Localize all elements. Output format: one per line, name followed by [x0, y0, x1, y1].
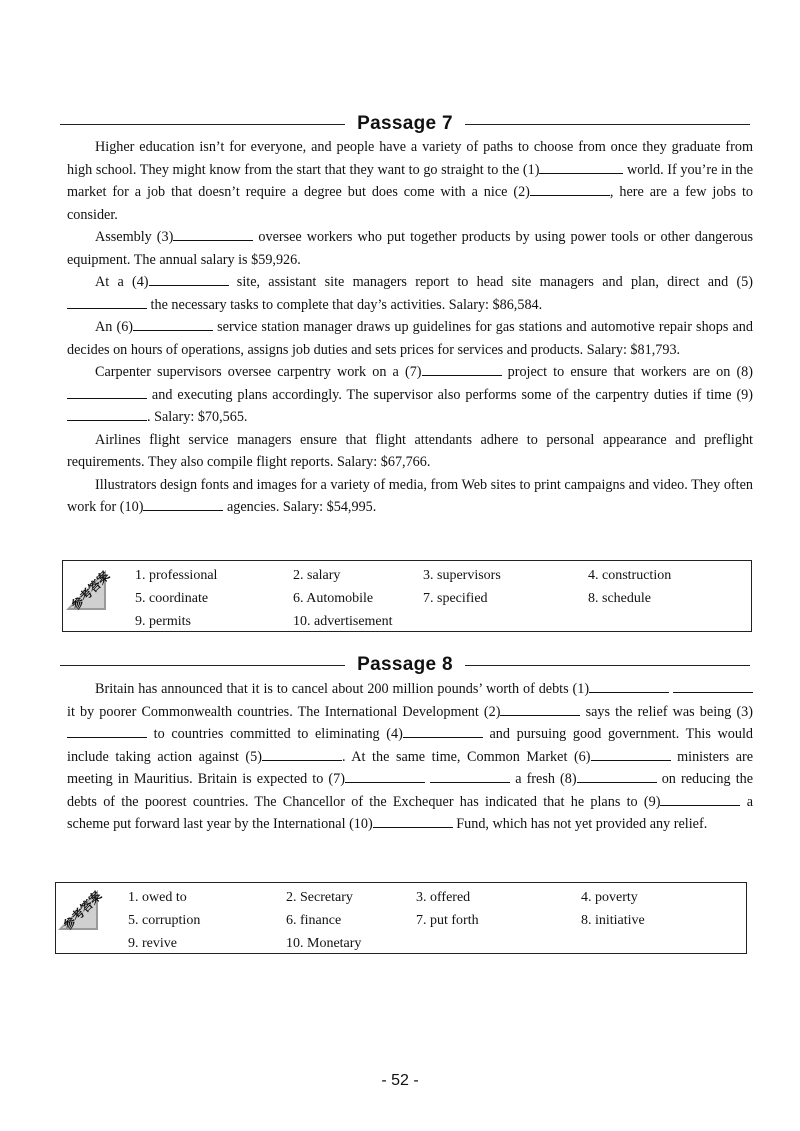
blank-7a: [345, 769, 425, 783]
answer-item: 3. offered: [416, 890, 471, 905]
paragraph: Airlines flight service managers ensure that flight attendants adhere to personal appearance and preflight requirements. They also compile flight reports. Salary: $67,766.: [67, 431, 753, 470]
paragraph: Higher education isn’t for everyone, and people have a variety of paths to choose from once they graduate from high school. They might know from the start that they want to go straight to the (1) world. If you’re in the market for a job that doesn’t require a degree but does come with a nice (2) , here are a few jobs to consider.: [67, 139, 754, 223]
answer-badge-text: 参考答案: [60, 888, 105, 932]
blank-1a: [589, 679, 669, 693]
passage-8-answer-box: [55, 882, 747, 954]
passage-7-heading: [60, 112, 750, 136]
answer-item: 8. initiative: [581, 913, 645, 928]
paragraph: Illustrators design fonts and images for a variety of media, from Web sites to print campaigns and video. They often work for (10) agencies. Salary: $54,995.: [67, 476, 753, 515]
blank-3: [67, 724, 147, 738]
answer-item: 1. owed to: [128, 890, 187, 905]
answer-item: 10. advertisement: [293, 614, 393, 629]
passage-8-title: Passage 8: [357, 654, 453, 675]
blank-10: [143, 497, 223, 511]
paragraph: An (6) service station manager draws up guidelines for gas stations and automotive repair shops and decides on hours of operations, assigns job duties and sets prices for services and products. Salary: $81,793.: [67, 319, 753, 358]
answer-list: [135, 565, 741, 633]
paragraph: At a (4) site, assistant site managers report to head site managers and plan, direct and (5) the necessary tasks to complete that day’s activities. Salary: $86,584.: [67, 271, 753, 316]
answer-list: [128, 887, 736, 955]
answer-item: 1. professional: [135, 568, 218, 583]
passage-7-body: [67, 136, 753, 519]
answer-badge-icon: [44, 872, 108, 932]
paragraph: Britain has announced that it is to cancel about 200 million pounds’ worth of debts (1) it by poorer Commonwealth countries. The International Development (2) says the relief was being (3) to countries committed to eliminating (4) and pursuing good government. This would include taking action against (5) . At the same time, Common Market (6) ministers are meeting in Mauritius. Britain is expected to (7) a fresh (8) on reducing the debts of the poorest countries. The Chancellor of the Exchequer has indicated that he plans to (9) a scheme put forward last year by the International (10) Fund, which has not yet provided any relief.: [67, 681, 754, 832]
blank-5: [262, 747, 342, 761]
paragraph: Carpenter supervisors oversee carpentry work on a (7) project to ensure that workers are on (8) and executing plans accordingly. The supervisor also performs some of the carpentry duties if time (9). Salary: $70,565.: [67, 361, 753, 429]
blank-3: [173, 227, 253, 241]
answer-item: 2. Secretary: [286, 890, 353, 905]
page-number: - 52 -: [381, 1072, 419, 1089]
blank-10: [373, 814, 453, 828]
blank-2: [500, 702, 580, 716]
answer-badge-text: 参考答案: [68, 568, 113, 612]
blank-6: [133, 317, 213, 331]
answer-item: 8. schedule: [588, 591, 651, 606]
answer-item: 2. salary: [293, 568, 341, 583]
answer-item: 6. Automobile: [293, 591, 374, 606]
blank-6: [591, 747, 671, 761]
blank-8: [577, 769, 657, 783]
answer-item: 6. finance: [286, 913, 342, 928]
answer-badge-icon: [52, 552, 116, 612]
blank-9: [67, 407, 147, 421]
blank-1b: [673, 679, 753, 693]
answer-item: 7. specified: [423, 591, 488, 606]
answer-item: 5. coordinate: [135, 591, 209, 606]
blank-7b: [430, 769, 510, 783]
answer-item: 5. corruption: [128, 913, 201, 928]
answer-item: 9. permits: [135, 614, 191, 629]
blank-1: [539, 160, 623, 174]
passage-7-title: Passage 7: [357, 113, 453, 134]
answer-item: 7. put forth: [416, 913, 479, 928]
blank-4: [149, 272, 229, 286]
blank-9: [660, 792, 740, 806]
answer-item: 4. poverty: [581, 890, 638, 905]
passage-8-heading: [60, 653, 750, 677]
blank-2: [530, 182, 610, 196]
blank-4: [403, 724, 483, 738]
blank-5: [67, 295, 147, 309]
passage-7-answer-box: [62, 560, 752, 632]
paragraph: Assembly (3) oversee workers who put together products by using power tools or other dangerous equipment. The annual salary is $59,926.: [67, 229, 754, 268]
answer-item: 10. Monetary: [286, 936, 362, 951]
passage-8-body: [67, 678, 753, 836]
blank-8: [67, 385, 147, 399]
answer-item: 4. construction: [588, 568, 672, 583]
blank-7: [422, 362, 502, 376]
answer-item: 3. supervisors: [423, 568, 501, 583]
answer-item: 9. revive: [128, 936, 177, 951]
